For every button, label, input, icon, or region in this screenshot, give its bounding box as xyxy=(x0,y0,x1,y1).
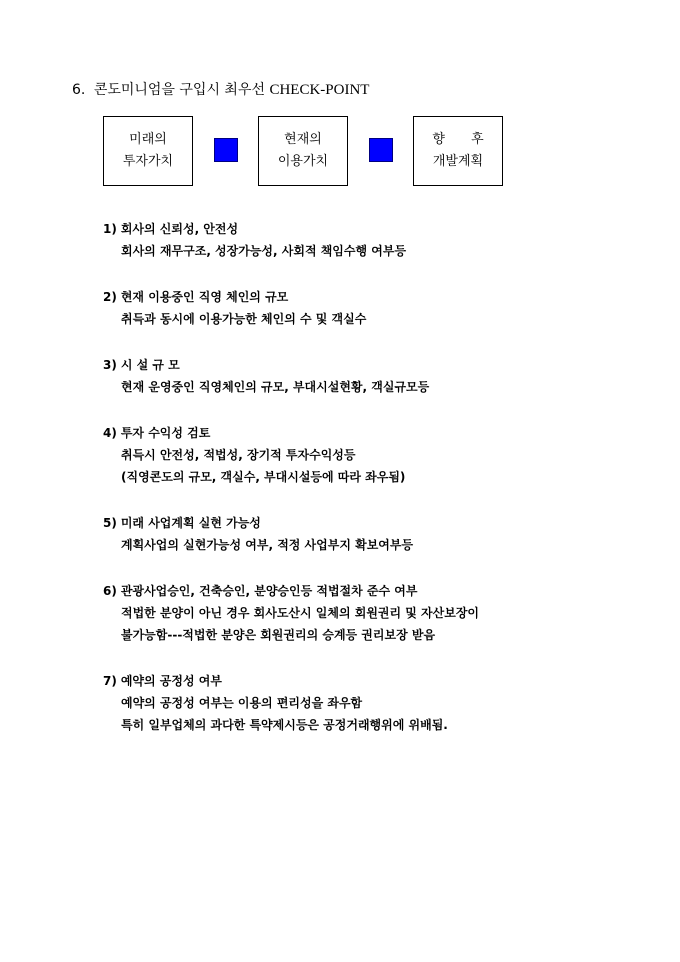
box-line-1: 미래의 xyxy=(129,132,167,147)
item-heading-text: 투자 수익성 검토 xyxy=(120,426,211,440)
page-title xyxy=(72,79,369,99)
box-line-2: 개발계획 xyxy=(432,154,484,169)
title-latin: CHECK-POINT xyxy=(269,82,370,98)
box-future-investment-value xyxy=(103,116,193,186)
checkpoint-item xyxy=(103,670,663,736)
item-number: 5) xyxy=(103,516,117,530)
box-line-2: 이용가치 xyxy=(277,154,329,169)
checkpoint-item xyxy=(103,580,663,646)
item-heading xyxy=(103,580,663,602)
item-detail: 적법한 분양이 아닌 경우 회사도산시 일체의 회원권리 및 자산보장이 xyxy=(121,606,480,620)
blue-square-connector xyxy=(214,138,238,162)
blue-square-connector xyxy=(369,138,393,162)
item-detail: 계획사업의 실현가능성 여부, 적정 사업부지 확보여부등 xyxy=(121,538,414,552)
item-number: 7) xyxy=(103,674,117,688)
checkpoint-item xyxy=(103,218,663,262)
box-line-1: 향 후 xyxy=(432,132,484,147)
item-heading-text: 현재 이용중인 직영 체인의 규모 xyxy=(120,290,289,304)
box-line-2: 투자가치 xyxy=(122,154,174,169)
item-detail: 회사의 재무구조, 성장가능성, 사회적 책임수행 여부등 xyxy=(121,244,407,258)
item-number: 3) xyxy=(103,358,117,372)
item-number: 4) xyxy=(103,426,117,440)
item-detail: 취득시 안전성, 적법성, 장기적 투자수익성등 xyxy=(121,448,356,462)
item-detail: 예약의 공정성 여부는 이용의 편리성을 좌우함 xyxy=(121,696,363,710)
item-heading-text: 관광사업승인, 건축승인, 분양승인등 적법절차 준수 여부 xyxy=(120,584,418,598)
item-detail: 불가능함---적법한 분양은 회원권리의 승계등 권리보장 받음 xyxy=(121,628,436,642)
item-heading xyxy=(103,218,663,240)
item-detail: (직영콘도의 규모, 객실수, 부대시설등에 따라 좌우됨) xyxy=(121,470,406,484)
checkpoint-list xyxy=(103,218,663,760)
item-heading xyxy=(103,286,663,308)
item-detail: 현재 운영중인 직영체인의 규모, 부대시설현황, 객실규모등 xyxy=(121,380,430,394)
checkpoint-item xyxy=(103,286,663,330)
checkpoint-item xyxy=(103,512,663,556)
checkpoint-item xyxy=(103,422,663,488)
item-number: 2) xyxy=(103,290,117,304)
item-number: 6) xyxy=(103,584,117,598)
item-heading-text: 회사의 신뢰성, 안전성 xyxy=(120,222,239,236)
item-detail: 취득과 동시에 이용가능한 체인의 수 및 객실수 xyxy=(121,312,367,326)
box-line-1: 현재의 xyxy=(284,132,322,147)
item-heading-text: 미래 사업계획 실현 가능성 xyxy=(120,516,261,530)
item-heading-text: 예약의 공정성 여부 xyxy=(120,674,222,688)
item-number: 1) xyxy=(103,222,117,236)
box-future-development-plan xyxy=(413,116,503,186)
item-heading xyxy=(103,670,663,692)
checkpoint-item xyxy=(103,354,663,398)
item-heading xyxy=(103,512,663,534)
title-korean: 콘도미니엄을 구입시 최우선 xyxy=(93,82,266,98)
item-heading-text: 시 설 규 모 xyxy=(120,358,180,372)
box-current-use-value xyxy=(258,116,348,186)
item-detail: 특히 일부업체의 과다한 특약제시등은 공정거래행위에 위배됨. xyxy=(121,718,448,732)
title-number: 6. xyxy=(72,82,86,98)
item-heading xyxy=(103,422,663,444)
item-heading xyxy=(103,354,663,376)
